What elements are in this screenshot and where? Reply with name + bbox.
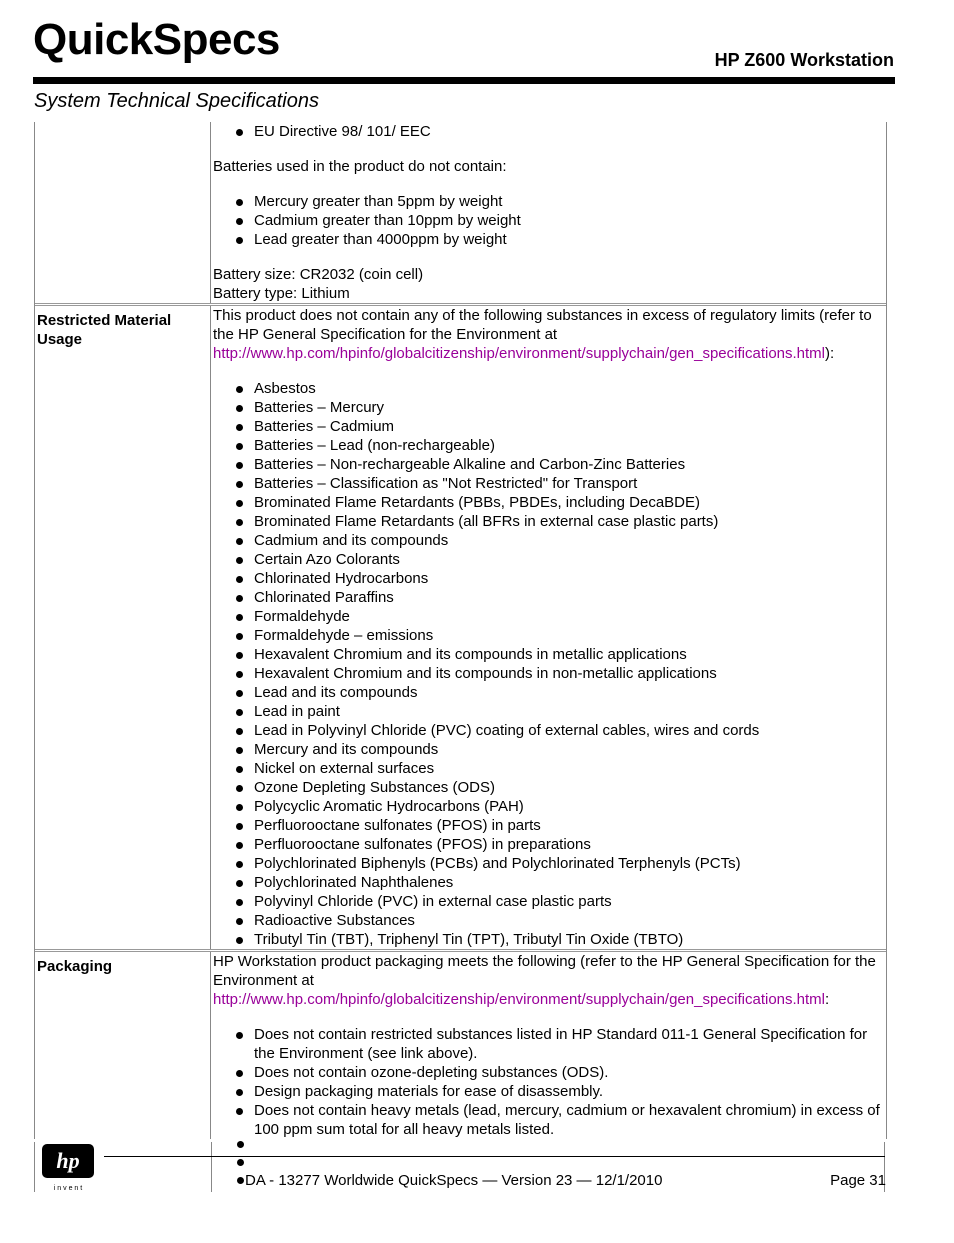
list-item: EU Directive 98/ 101/ EEC [254,122,886,141]
header-rule [33,77,895,84]
restricted-intro-text: This product does not contain any of the following substances in excess of regulatory limits (refer to the HP General Specification for the Environment at [213,307,872,343]
list-item: Lead in paint [254,702,886,721]
environment-spec-link[interactable]: http://www.hp.com/hpinfo/globalcitizenship/environment/supplychain/gen_specifications.html [213,345,826,362]
hp-logo-text: hp [56,1148,80,1173]
list-item: Lead greater than 4000ppm by weight [254,230,886,249]
battery-row-label [35,122,211,303]
bullet-icon [237,1177,244,1184]
bullet-icon [237,1141,244,1148]
battery-intro: Batteries used in the product do not contain: [213,158,507,175]
battery-size: Battery size: CR2032 (coin cell) [213,266,424,283]
restricted-row [35,306,886,952]
list-item: Brominated Flame Retardants (all BFRs in external case plastic parts) [254,512,886,531]
list-item: Hexavalent Chromium and its compounds in non-metallic applications [254,664,886,683]
hp-logo-tagline: i n v e n t [53,1185,83,1192]
list-item: Hexavalent Chromium and its compounds in metallic applications [254,645,886,664]
list-item: Batteries – Classification as "Not Restricted" for Transport [254,474,886,493]
list-item: Polyvinyl Chloride (PVC) in external case plastic parts [254,892,886,911]
restricted-intro [213,306,886,363]
list-item: Ozone Depleting Substances (ODS) [254,778,886,797]
battery-limit-list [213,192,886,249]
brand-title: QuickSpecs [33,15,280,64]
list-item: Mercury greater than 5ppm by weight [254,192,886,211]
battery-row-value [211,122,886,303]
restricted-label: Restricted Material Usage [35,306,211,949]
bullet-icon [237,1159,244,1166]
list-item: Polychlorinated Biphenyls (PCBs) and Polychlorinated Terphenyls (PCTs) [254,854,886,873]
list-item: Mercury and its compounds [254,740,886,759]
footer-border-left [34,1142,35,1192]
list-item: Asbestos [254,379,886,398]
list-item: Batteries – Mercury [254,398,886,417]
packaging-value [211,952,886,1139]
list-item: Batteries – Lead (non-rechargeable) [254,436,886,455]
list-item: Nickel on external surfaces [254,759,886,778]
battery-type: Battery type: Lithium [213,285,350,302]
list-item: Polycyclic Aromatic Hydrocarbons (PAH) [254,797,886,816]
list-item: Polychlorinated Naphthalenes [254,873,886,892]
product-name: HP Z600 Workstation [714,50,894,70]
list-item: Batteries – Non-rechargeable Alkaline and Carbon-Zinc Batteries [254,455,886,474]
list-item: Tributyl Tin (TBT), Triphenyl Tin (TPT), Tributyl Tin Oxide (TBTO) [254,930,886,949]
footer-doc-info: DA - 13277 Worldwide QuickSpecs — Version 23 — 12/1/2010 [245,1172,663,1189]
restricted-link-suffix: ): [825,345,835,362]
list-item: Perfluorooctane sulfonates (PFOS) in parts [254,816,886,835]
footer-page-number: Page 31 [830,1172,886,1189]
list-item: Brominated Flame Retardants (PBBs, PBDEs, including DecaBDE) [254,493,886,512]
list-item: Batteries – Cadmium [254,417,886,436]
list-item: Chlorinated Paraffins [254,588,886,607]
packaging-intro [213,952,886,1009]
packaging-spec-link[interactable]: http://www.hp.com/hpinfo/globalcitizenship/environment/supplychain/gen_specifications.html [213,991,826,1008]
list-item: Chlorinated Hydrocarbons [254,569,886,588]
footer-border-mid [211,1142,212,1192]
list-item: Does not contain restricted substances listed in HP Standard 011-1 General Specification for the Environment (see link above). [254,1025,886,1063]
restricted-value [211,306,886,949]
list-item: Lead in Polyvinyl Chloride (PVC) coating of external cables, wires and cords [254,721,886,740]
packaging-row [35,952,886,1139]
packaging-requirements-list [213,1025,886,1139]
list-item: Formaldehyde – emissions [254,626,886,645]
footer-rule [104,1156,885,1157]
hp-logo [38,1142,98,1192]
list-item: Does not contain heavy metals (lead, mercury, cadmium or hexavalent chromium) in excess of 100 ppm sum total for all heavy metals listed. [254,1101,886,1139]
list-item: Cadmium and its compounds [254,531,886,550]
list-item: Perfluorooctane sulfonates (PFOS) in preparations [254,835,886,854]
list-item: Lead and its compounds [254,683,886,702]
battery-row [35,122,886,306]
packaging-label: Packaging [35,952,211,1139]
section-title: System Technical Specifications [34,90,319,112]
list-item: Design packaging materials for ease of disassembly. [254,1082,886,1101]
battery-directive-list [213,122,886,141]
packaging-intro-text: HP Workstation product packaging meets the following (refer to the HP General Specification for the Environment at [213,953,876,989]
restricted-substances-list [213,379,886,949]
spec-table [34,122,887,1139]
list-item: Certain Azo Colorants [254,550,886,569]
packaging-link-suffix: : [825,991,830,1008]
footer-empty-bullets [237,1141,244,1195]
list-item: Does not contain ozone-depleting substances (ODS). [254,1063,886,1082]
list-item: Radioactive Substances [254,911,886,930]
list-item: Formaldehyde [254,607,886,626]
list-item: Cadmium greater than 10ppm by weight [254,211,886,230]
